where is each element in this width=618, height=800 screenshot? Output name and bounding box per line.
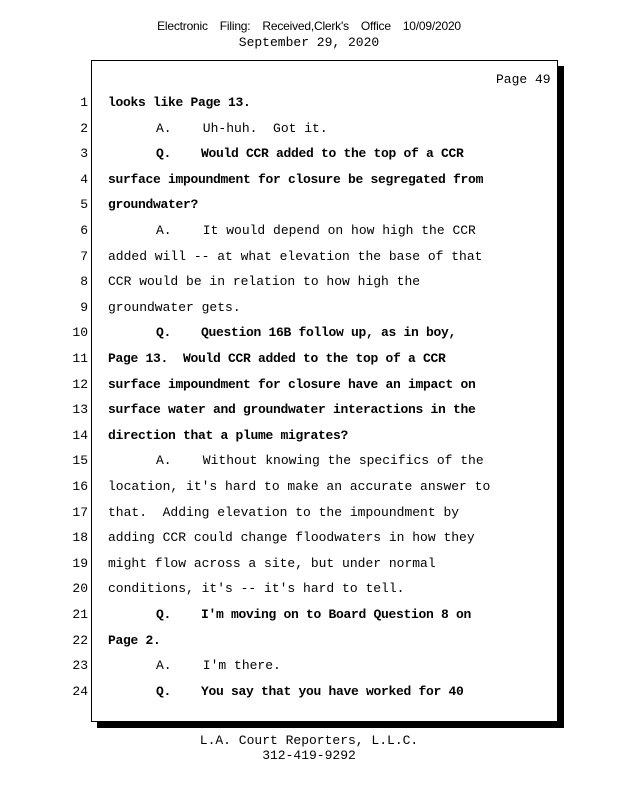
line-number: 16 [72,479,88,494]
line-number: 22 [72,632,88,648]
line-number: 9 [80,299,88,315]
filing-word-4: Office [360,19,391,33]
line-number: 23 [72,658,88,674]
transcript-line-text: looks like Page 13. [108,95,251,110]
transcript-date: September 29, 2020 [238,35,380,50]
transcript-line-text: groundwater? [108,197,199,213]
filing-word-2: Filing: [219,19,251,33]
line-number: 13 [72,402,88,418]
transcript-line-text: CCR would be in relation to how high the [108,274,421,290]
filing-word-1: Electronic [157,19,208,33]
transcript-line-text: added will -- at what elevation the base of that [108,248,483,264]
transcript-line-text: surface water and groundwater interactions in the [108,402,476,418]
reporter-company: L.A. Court Reporters, L.L.C. [199,733,419,748]
line-number: 10 [72,325,88,341]
transcript-line-text: adding CCR could change floodwaters in how they [108,530,475,546]
filing-word-5: 10/09/2020 [402,19,461,33]
transcript-line-text: A. Uh-huh. Got it. [156,120,328,136]
line-number: 7 [80,248,88,264]
transcript-line-text: location, it's hard to make an accurate answer to [108,479,491,494]
transcript-line-text: surface impoundment for closure have an impact on [108,376,476,392]
line-number: 11 [72,351,88,366]
line-number: 24 [72,683,88,699]
transcript-line-text: A. It would depend on how high the CCR [156,223,476,238]
line-number: 12 [72,376,88,392]
line-number: 2 [80,120,88,136]
line-number: 8 [80,274,88,290]
line-number: 14 [72,427,88,443]
line-number: 20 [72,581,88,597]
footer [0,733,618,763]
line-number: 21 [72,607,88,622]
transcript-line-text: A. I'm there. [156,658,281,674]
transcript-line-text: might flow across a site, but under normal [108,555,436,571]
line-number: 6 [80,223,88,238]
line-number: 17 [72,504,88,520]
transcript-line-text: Page 2. [108,632,161,648]
line-number: 1 [80,95,88,110]
line-number: 18 [72,530,88,546]
reporter-phone: 312-419-9292 [262,748,356,763]
transcript-line-text: surface impoundment for closure be segregated from [108,171,484,187]
line-number: 19 [72,555,88,571]
filing-word-3: Received,Clerk's [262,19,349,33]
filing-stamp [0,19,618,33]
line-number: 15 [72,453,88,469]
page-number: Page 49 [496,72,551,87]
line-number: 5 [80,197,88,213]
transcript-line-text: A. Without knowing the specifics of the [156,453,484,469]
transcript-line-text: groundwater gets. [108,299,241,315]
line-number: 4 [80,171,88,187]
transcript-line-text: Q. Question 16B follow up, as in boy, [156,325,457,341]
transcript-line-text: direction that a plume migrates? [108,427,349,443]
transcript-line-text: conditions, it's -- it's hard to tell. [108,581,405,597]
transcript-line-text: Q. Would CCR added to the top of a CCR [156,146,464,162]
transcript-line-text: that. Adding elevation to the impoundment by [108,504,460,520]
line-number: 3 [80,146,88,162]
transcript-line-text: Page 13. Would CCR added to the top of a CCR [108,351,446,366]
transcript-line-text: Q. I'm moving on to Board Question 8 on [156,607,472,622]
transcript-line-text: Q. You say that you have worked for 40 [156,683,464,699]
